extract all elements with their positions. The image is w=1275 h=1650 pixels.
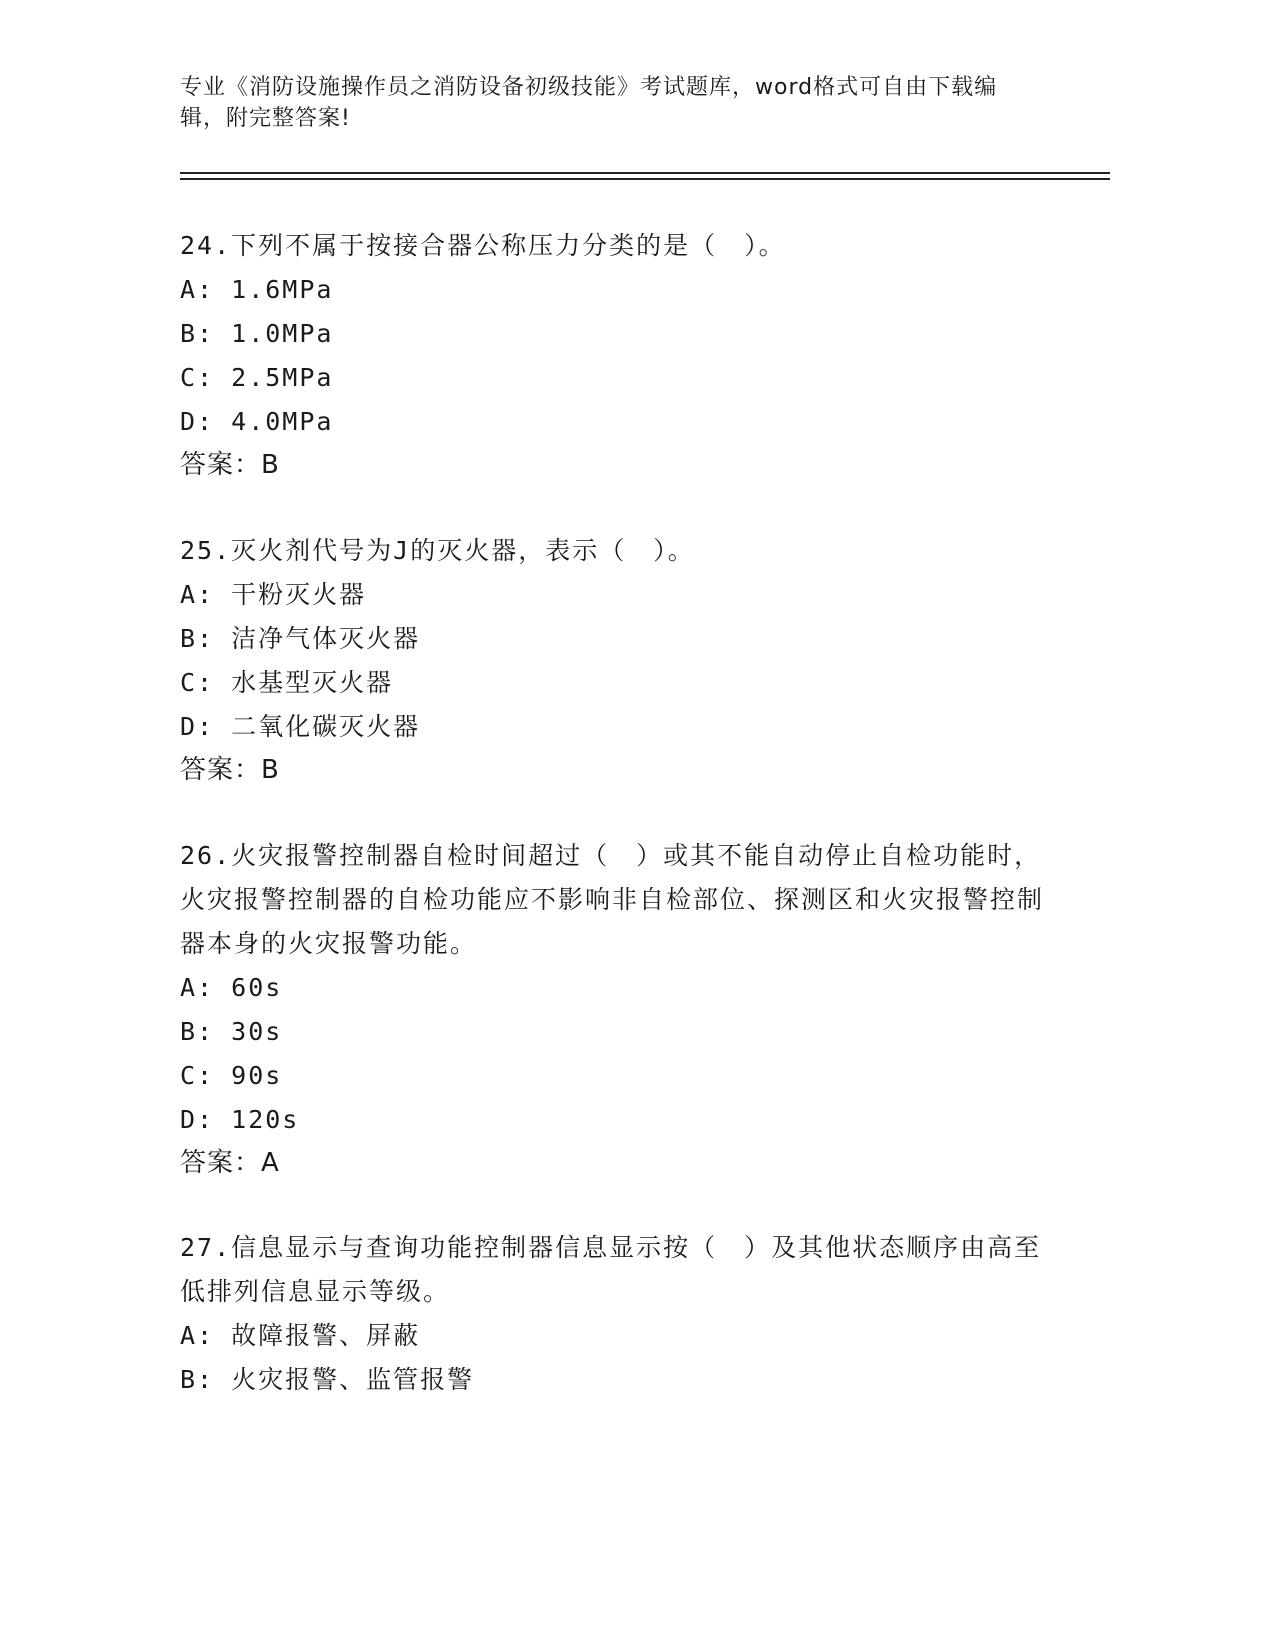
header-divider-top [180,172,1110,174]
option-c: C: 水基型灭火器 [180,668,394,697]
option-c: C: 2.5MPa [180,363,334,392]
document-header: 专业《消防设施操作员之消防设备初级技能》考试题库，word格式可自由下载编辑，附完整答案! [180,75,998,131]
question-27 [180,1226,1060,1402]
option-a: A: 60s [180,973,283,1002]
answer-label: 答案：B [180,755,280,785]
option-d: D: 二氧化碳灭火器 [180,712,421,741]
header-divider-bottom [180,178,1110,180]
option-a: A: 故障报警、屏蔽 [180,1321,421,1350]
answer-label: 答案：B [180,450,280,480]
option-d: D: 120s [180,1105,300,1134]
question-25 [180,529,1060,791]
option-b: B: 1.0MPa [180,319,334,348]
option-a: A: 干粉灭火器 [180,580,367,609]
question-24 [180,224,1060,486]
question-stem: 24.下列不属于按接合器公称压力分类的是（ ）。 [180,231,786,260]
answer-label: 答案：A [180,1148,280,1178]
option-a: A: 1.6MPa [180,275,334,304]
question-stem: 25.灭火剂代号为J的灭火器，表示（ ）。 [180,536,695,565]
option-b: B: 30s [180,1017,283,1046]
question-stem: 27.信息显示与查询功能控制器信息显示按（ ）及其他状态顺序由高至低排列信息显示等级。 [180,1233,1042,1306]
question-26 [180,834,1060,1184]
option-c: C: 90s [180,1061,283,1090]
option-b: B: 洁净气体灭火器 [180,624,421,653]
question-stem: 26.火灾报警控制器自检时间超过（ ）或其不能自动停止自检功能时，火灾报警控制器的自检功能应不影响非自检部位、探测区和火灾报警控制器本身的火灾报警功能。 [180,841,1045,958]
option-b: B: 火灾报警、监管报警 [180,1365,475,1394]
option-d: D: 4.0MPa [180,407,334,436]
